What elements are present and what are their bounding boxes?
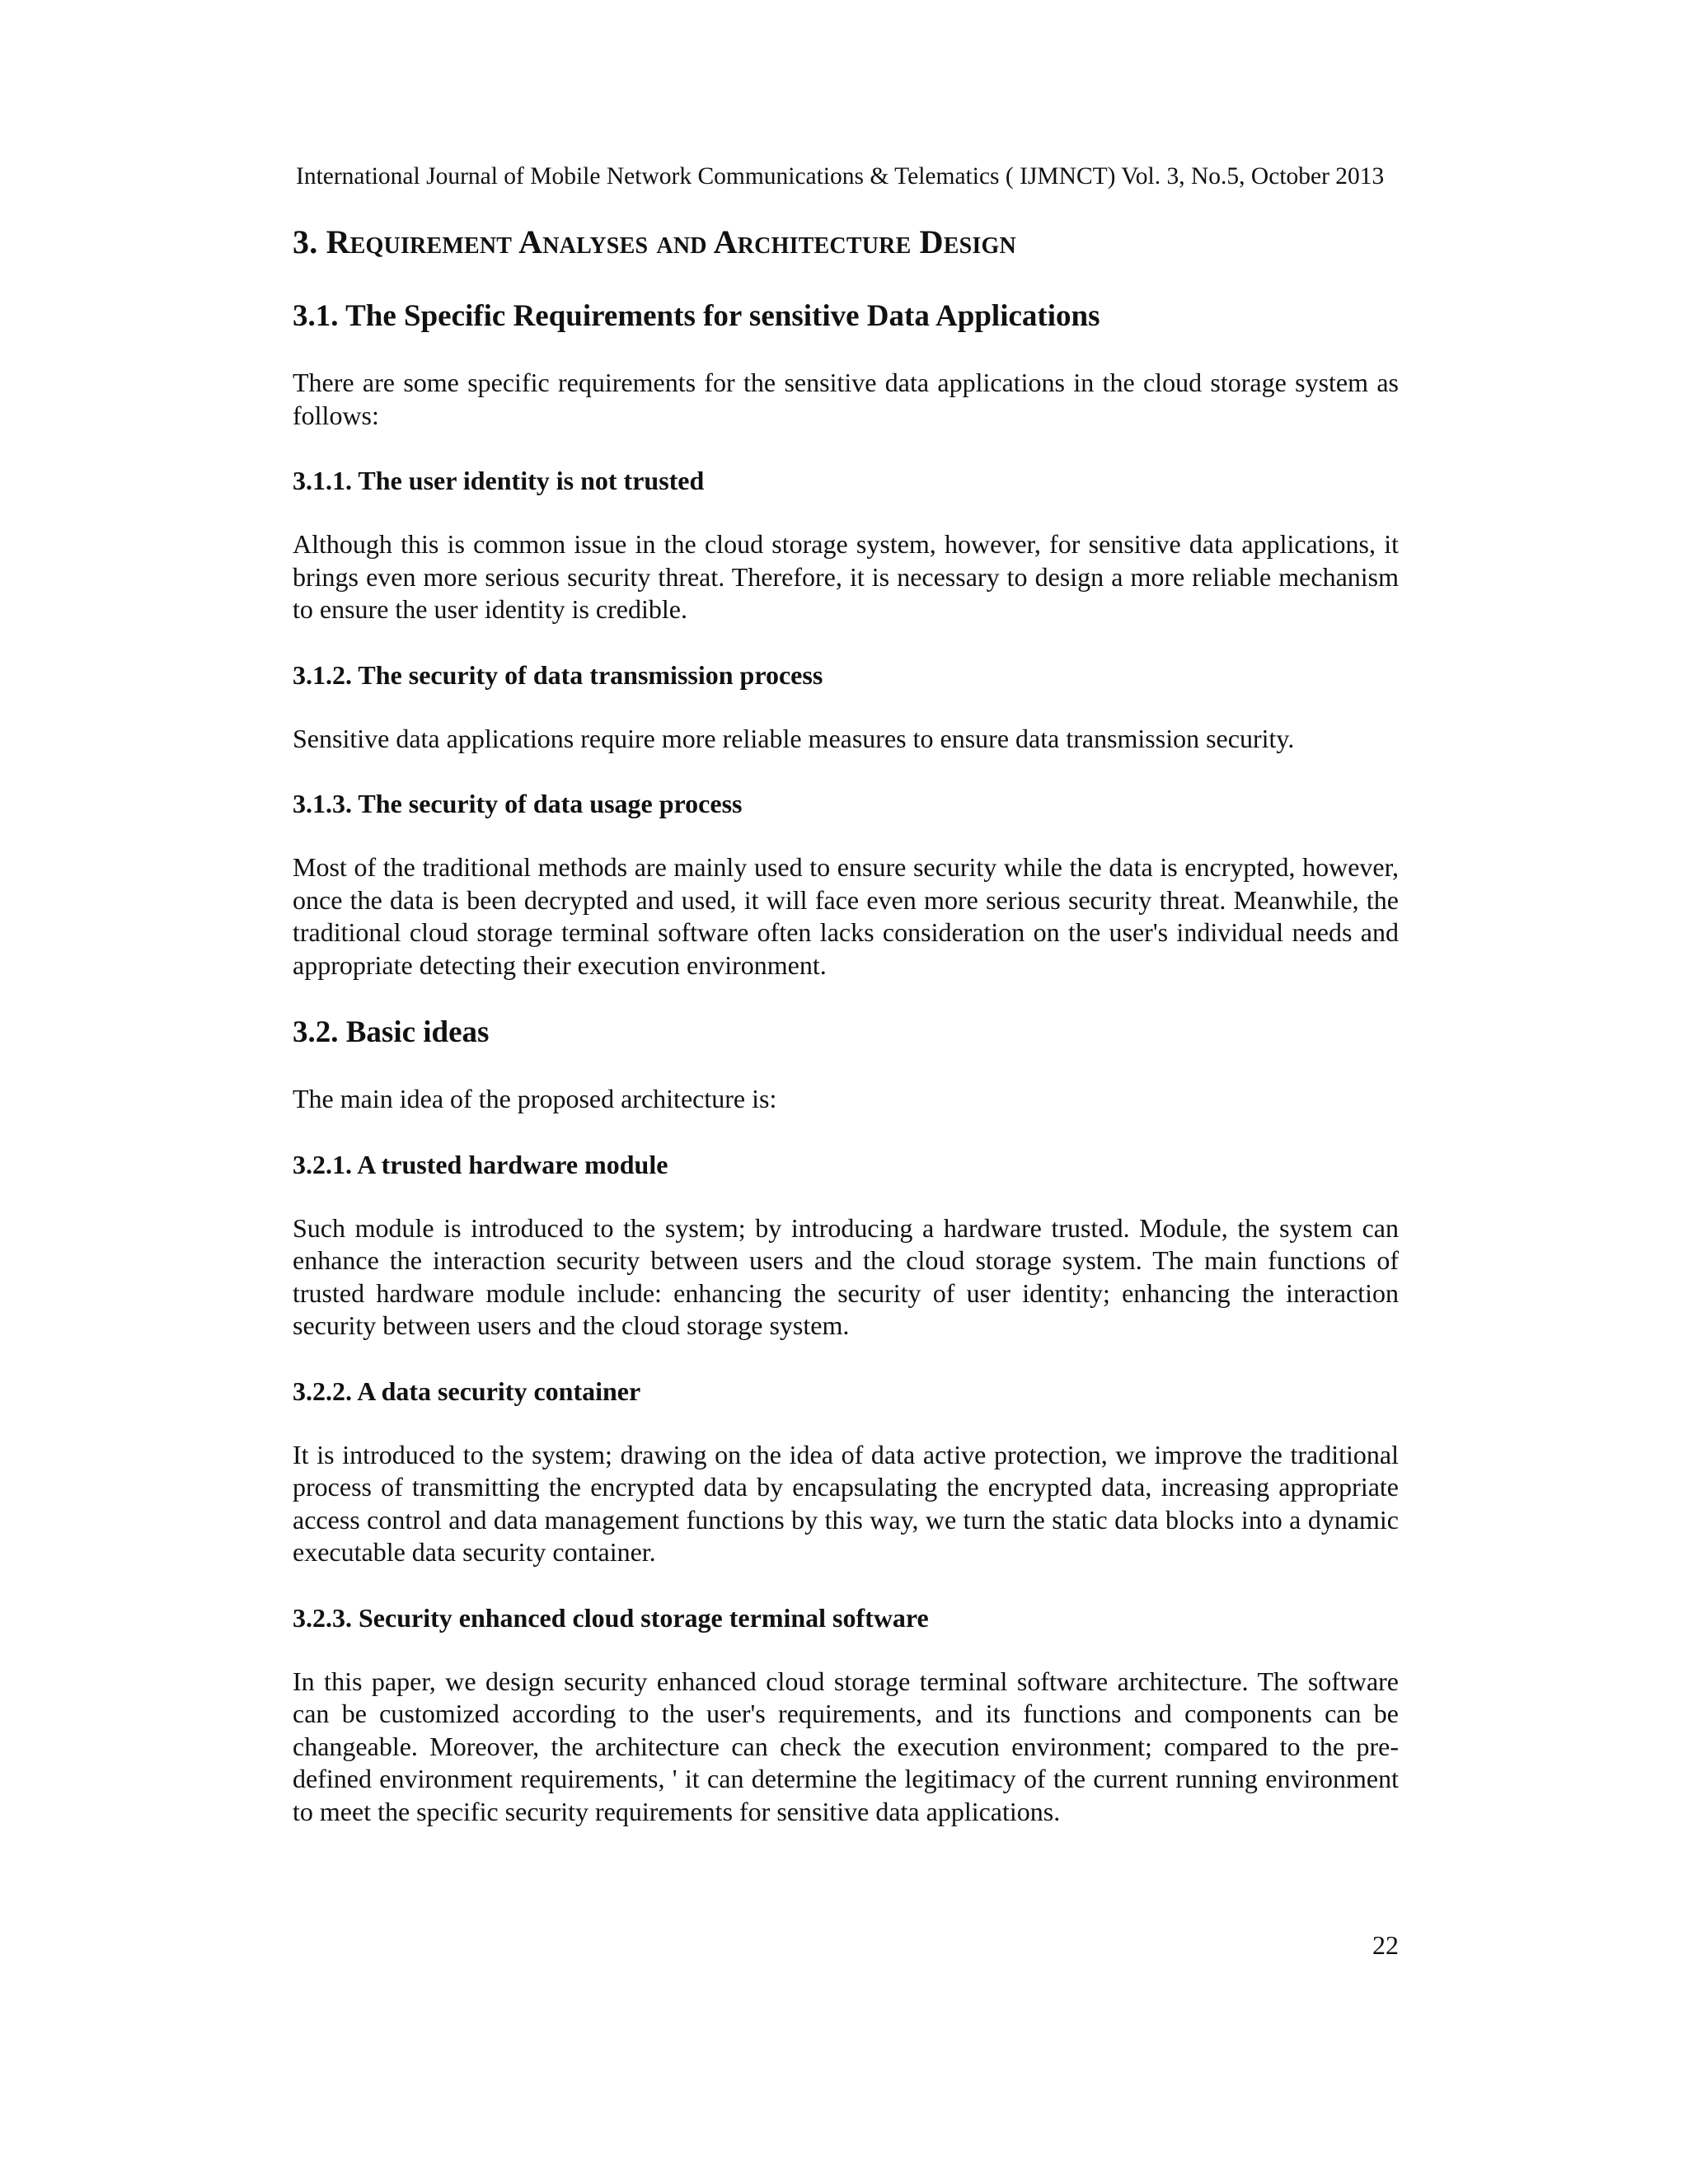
subsubsection-title-3-1-2: 3.1.2. The security of data transmission process bbox=[293, 659, 823, 690]
paragraph-3-1-2: Sensitive data applications require more reliable measures to ensure data transmission security. bbox=[293, 723, 1295, 753]
subsubsection-title-3-2-2: 3.2.2. A data security container bbox=[293, 1376, 641, 1406]
subsubsection-title-3-1-1: 3.1.1. The user identity is not trusted bbox=[293, 466, 705, 495]
paragraph-3-2-2: It is introduced to the system; drawing on the idea of data active protection, we improve the traditional process of transmitting the encrypted data by encapsulating the encrypted data, increasing appropriate access control and data management functions by this way, we turn the static data blocks into a dynamic executable data security container. bbox=[293, 1439, 1399, 1567]
running-header: International Journal of Mobile Network Communications & Telematics ( IJMNCT) Vol. 3, No.5, October 2013 bbox=[296, 163, 1385, 190]
paragraph-3-1-intro: There are some specific requirements for the sensitive data applications in the cloud storage system as follows: bbox=[293, 368, 1399, 430]
page-content bbox=[293, 219, 1399, 1828]
paragraph-3-2-3: In this paper, we design security enhanced cloud storage terminal software architecture. The software can be customized according to the user's requirements, and its functions and components can be changeable. Moreover, the architecture can check the execution environment; compared to the pre-defined environment requirements, ' it can determine the legitimacy of the current running environment to meet the specific security requirements for sensitive data applications. bbox=[293, 1666, 1399, 1826]
section-title: 3. Requirement Analyses and Architecture Design bbox=[293, 223, 1016, 260]
page-number: 22 bbox=[1372, 1930, 1399, 1960]
paragraph-3-1-1: Although this is common issue in the cloud storage system, however, for sensitive data applications, it brings even more serious security threat. Therefore, it is necessary to design a more reliable mechanism to ensure the user identity is credible. bbox=[293, 529, 1399, 624]
paragraph-3-1-3: Most of the traditional methods are mainly used to ensure security while the data is encrypted, however, once the data is been decrypted and used, it will face even more serious security threat. Meanwhile, the traditional cloud storage terminal software often lacks consideration on the user's individual needs and appropriate detecting their execution environment. bbox=[293, 852, 1399, 980]
subsection-title-3-1: 3.1. The Specific Requirements for sensitive Data Applications bbox=[293, 299, 1100, 333]
subsubsection-title-3-2-3: 3.2.3. Security enhanced cloud storage terminal software bbox=[293, 1602, 929, 1633]
subsubsection-title-3-1-3: 3.1.3. The security of data usage process bbox=[293, 789, 743, 818]
subsubsection-title-3-2-1: 3.2.1. A trusted hardware module bbox=[293, 1149, 668, 1179]
subsection-title-3-2: 3.2. Basic ideas bbox=[293, 1015, 490, 1049]
paragraph-3-2-1: Such module is introduced to the system; by introducing a hardware trusted. Module, the system can enhance the interaction security between users and the cloud storage system. The main functions of trusted hardware module include: enhancing the security of user identity; enhancing the interaction security between users and the cloud storage system. bbox=[293, 1212, 1399, 1340]
paragraph-3-2-intro: The main idea of the proposed architecture is: bbox=[293, 1084, 777, 1113]
